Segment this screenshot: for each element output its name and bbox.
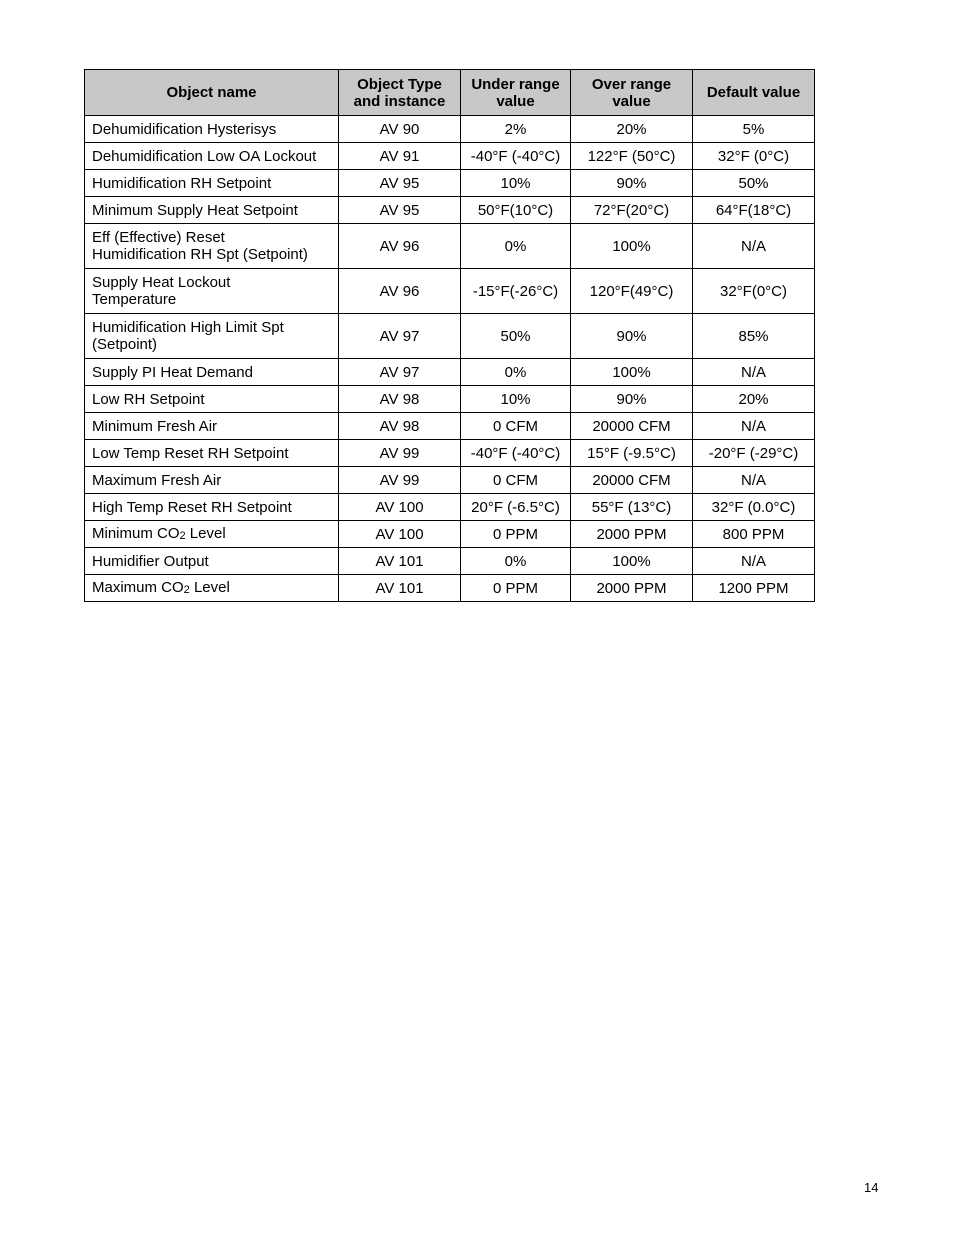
table-row: [85, 575, 815, 602]
table-row: [85, 521, 815, 548]
header-object-name: Object name: [85, 70, 339, 116]
under-range-cell: -15°F(-26°C): [461, 269, 571, 314]
object-name-line-1: Eff (Effective) Reset: [92, 229, 225, 246]
over-range-cell: 120°F(49°C): [571, 269, 693, 314]
object-name-cell: [85, 575, 339, 602]
object-type-cell: AV 95: [339, 197, 461, 224]
object-name-line-2: (Setpoint): [92, 336, 158, 353]
object-type-cell: AV 100: [339, 494, 461, 521]
over-range-cell: 100%: [571, 548, 693, 575]
object-name-cell: Humidifier Output: [85, 548, 339, 575]
under-range-cell: 0%: [461, 224, 571, 269]
object-type-cell: AV 98: [339, 386, 461, 413]
parameters-table: [84, 69, 815, 602]
object-name-cell: Minimum Supply Heat Setpoint: [85, 197, 339, 224]
object-type-cell: AV 98: [339, 413, 461, 440]
over-range-cell: 20000 CFM: [571, 413, 693, 440]
table-row: [85, 314, 815, 359]
over-range-cell: 90%: [571, 386, 693, 413]
default-value-cell: 50%: [693, 170, 815, 197]
under-range-cell: 10%: [461, 170, 571, 197]
under-range-cell: -40°F (-40°C): [461, 440, 571, 467]
under-range-cell: 50°F(10°C): [461, 197, 571, 224]
object-name-subscript: 2: [179, 529, 186, 542]
table-row: [85, 548, 815, 575]
object-name-cell: Dehumidification Hysterisys: [85, 116, 339, 143]
object-type-cell: AV 99: [339, 467, 461, 494]
under-range-cell: 0 CFM: [461, 467, 571, 494]
object-type-cell: AV 101: [339, 548, 461, 575]
object-type-cell: AV 101: [339, 575, 461, 602]
object-type-cell: AV 90: [339, 116, 461, 143]
default-value-cell: N/A: [693, 548, 815, 575]
table-row: [85, 143, 815, 170]
default-value-cell: 20%: [693, 386, 815, 413]
table-row: [85, 170, 815, 197]
header-under-range: Under range value: [461, 70, 571, 116]
over-range-cell: 90%: [571, 170, 693, 197]
over-range-cell: 2000 PPM: [571, 575, 693, 602]
over-range-cell: 122°F (50°C): [571, 143, 693, 170]
over-range-cell: 100%: [571, 224, 693, 269]
default-value-cell: N/A: [693, 359, 815, 386]
header-default-value: Default value: [693, 70, 815, 116]
object-name-line-1: Humidification High Limit Spt: [92, 319, 284, 336]
over-range-cell: 90%: [571, 314, 693, 359]
under-range-cell: 0 PPM: [461, 575, 571, 602]
over-range-cell: 100%: [571, 359, 693, 386]
default-value-cell: 800 PPM: [693, 521, 815, 548]
object-name-cell: [85, 269, 339, 314]
object-type-cell: AV 96: [339, 269, 461, 314]
default-value-cell: 32°F(0°C): [693, 269, 815, 314]
object-name-cell: Maximum Fresh Air: [85, 467, 339, 494]
table-header-row: [85, 70, 815, 116]
default-value-cell: -20°F (-29°C): [693, 440, 815, 467]
object-name-line-2: Temperature: [92, 291, 177, 308]
over-range-cell: 72°F(20°C): [571, 197, 693, 224]
default-value-cell: N/A: [693, 224, 815, 269]
object-type-cell: AV 95: [339, 170, 461, 197]
object-name-prefix: Maximum CO: [92, 578, 184, 596]
object-type-cell: AV 99: [339, 440, 461, 467]
object-name-prefix: Minimum CO: [92, 524, 180, 542]
default-value-cell: N/A: [693, 413, 815, 440]
table-row: [85, 440, 815, 467]
default-value-cell: N/A: [693, 467, 815, 494]
table-row: [85, 467, 815, 494]
object-name-cell: High Temp Reset RH Setpoint: [85, 494, 339, 521]
object-name-cell: [85, 314, 339, 359]
object-name-line-1: Supply Heat Lockout: [92, 274, 231, 291]
default-value-cell: 32°F (0°C): [693, 143, 815, 170]
under-range-cell: 0 CFM: [461, 413, 571, 440]
default-value-cell: 85%: [693, 314, 815, 359]
over-range-cell: 15°F (-9.5°C): [571, 440, 693, 467]
object-name-cell: Supply PI Heat Demand: [85, 359, 339, 386]
object-type-cell: AV 91: [339, 143, 461, 170]
object-name-cell: Humidification RH Setpoint: [85, 170, 339, 197]
table-row: [85, 359, 815, 386]
table-row: [85, 224, 815, 269]
over-range-cell: 2000 PPM: [571, 521, 693, 548]
over-range-cell: 55°F (13°C): [571, 494, 693, 521]
default-value-cell: 64°F(18°C): [693, 197, 815, 224]
under-range-cell: 0%: [461, 359, 571, 386]
object-name-cell: [85, 521, 339, 548]
under-range-cell: 0%: [461, 548, 571, 575]
object-type-cell: AV 97: [339, 314, 461, 359]
table-row: [85, 386, 815, 413]
table-row: [85, 197, 815, 224]
under-range-cell: -40°F (-40°C): [461, 143, 571, 170]
default-value-cell: 1200 PPM: [693, 575, 815, 602]
object-name-subscript: 2: [183, 583, 190, 596]
table-row: [85, 116, 815, 143]
default-value-cell: 5%: [693, 116, 815, 143]
object-type-cell: AV 97: [339, 359, 461, 386]
object-type-cell: AV 100: [339, 521, 461, 548]
under-range-cell: 10%: [461, 386, 571, 413]
object-name-suffix: Level: [189, 578, 230, 596]
object-name-cell: Low RH Setpoint: [85, 386, 339, 413]
under-range-cell: 20°F (-6.5°C): [461, 494, 571, 521]
table-row: [85, 413, 815, 440]
under-range-cell: 0 PPM: [461, 521, 571, 548]
table-row: [85, 269, 815, 314]
object-name-suffix: Level: [185, 524, 226, 542]
object-name-line-2: Humidification RH Spt (Setpoint): [92, 246, 308, 263]
object-name-cell: [85, 224, 339, 269]
under-range-cell: 50%: [461, 314, 571, 359]
table-row: [85, 494, 815, 521]
page-number: 14: [864, 1180, 879, 1195]
object-name-cell: Dehumidification Low OA Lockout: [85, 143, 339, 170]
object-name-cell: Low Temp Reset RH Setpoint: [85, 440, 339, 467]
header-object-type: Object Type and instance: [339, 70, 461, 116]
over-range-cell: 20%: [571, 116, 693, 143]
over-range-cell: 20000 CFM: [571, 467, 693, 494]
default-value-cell: 32°F (0.0°C): [693, 494, 815, 521]
under-range-cell: 2%: [461, 116, 571, 143]
header-over-range: Over range value: [571, 70, 693, 116]
object-name-cell: Minimum Fresh Air: [85, 413, 339, 440]
object-type-cell: AV 96: [339, 224, 461, 269]
